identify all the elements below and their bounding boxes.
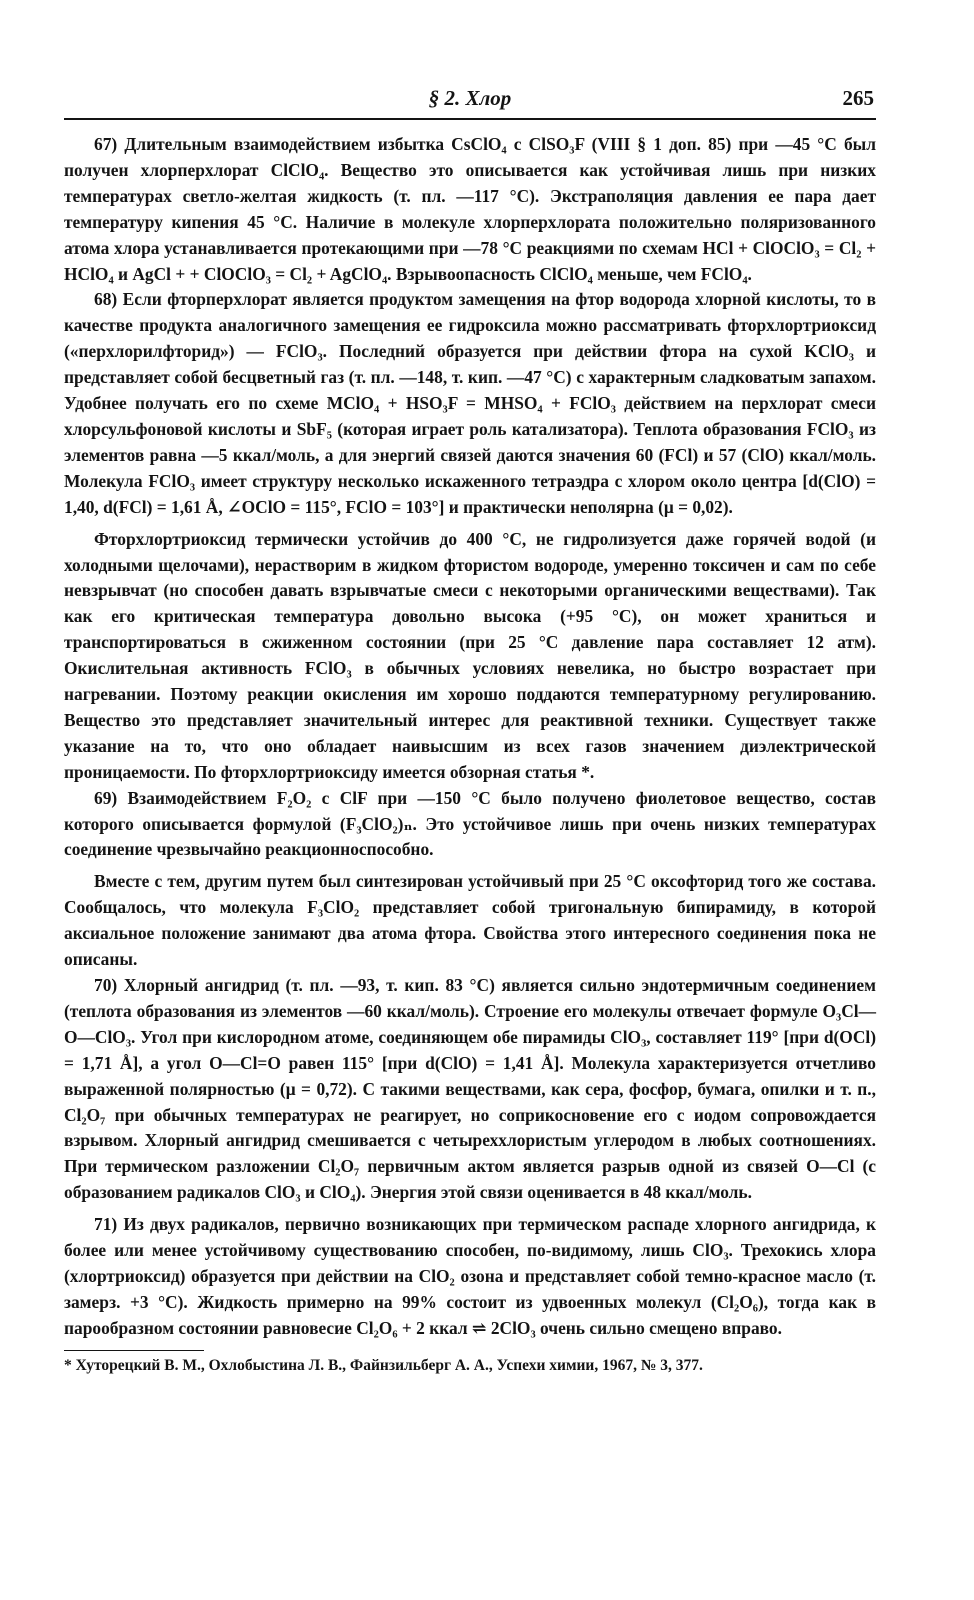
paragraph-text: Хлорный ангидрид (т. пл. —93, т. кип. 83 °C) является сильно эндотермичным соединением (теплота образования из элементов —60 ккал/моль). Строение его молекулы отвечает формуле O₃Cl—O—ClO₃. Угол при кислородном атоме, соединяющем обе пирамиды ClO₃, составляет 119° [при d(OCl) = 1,71 Å], а угол O—Cl=O равен 115° [при d(ClO) = 1,41 Å]. Молекула характеризуется отчетливо выраженной полярностью (μ = 0,72). С такими веществами, как сера, фосфор, бумага, опилки и т. п., Cl₂O₇ при обычных температурах не реагирует, но соприкосновение его с иодом сопровождается взрывом. Хлорный ангидрид смешивается с четыреххлористым углеродом в любых соотношениях. При термическом разложении Cl₂O₇ первичным актом является разрыв одной из связей O—Cl (с образованием радикалов ClO₃ и ClO₄). Энергия этой связи оценивается в 48 ккал/моль. [64, 975, 876, 1203]
note-number: 68) [94, 289, 118, 310]
book-page [64, 84, 876, 1377]
paragraph-68 [64, 287, 876, 520]
paragraph-text: Если фторперхлорат является продуктом замещения на фтор водорода хлорной кислоты, то в качестве продукта аналогичного замещения ее гидроксила можно рассматривать фторхлортриоксид («перхлорилфторид») — FClO₃. Последний образуется при действии фтора на сухой KClO₃ и представляет собой бесцветный газ (т. пл. —148, т. кип. —47 °C) с характерным сладковатым запахом. Удобнее получать его по схеме MClO₄ + HSO₃F = MHSO₄ + FClO₃ действием на перхлорат смеси хлорсульфоновой кислоты и SbF₅ (которая играет роль катализатора). Теплота образования FClO₃ из элементов равна —5 ккал/моль, а для энергий связей даются значения 60 (FCl) и 57 (ClO) ккал/моль. Молекула FClO₃ имеет структуру несколько искаженного тетраэдра с хлором около центра [d(ClO) = 1,40, d(FCl) = 1,61 Å, ∠OClO = 115°, FClO = 103°] и практически неполярна (μ = 0,02). [64, 289, 876, 517]
note-number: 69) [94, 787, 118, 808]
paragraph-71 [64, 1212, 876, 1342]
note-number: 70) [94, 975, 118, 995]
paragraph-text: Фторхлортриоксид термически устойчив до 400 °C, не гидролизуется даже горячей водой (и холодными щелочами), нерастворим в жидком фтористом водороде, умеренно токсичен и сам по себе невзрывчат (но способен давать взрывчатые смеси с некоторыми органическими веществами). Так как его критическая температура довольно высока (+95 °C), он может храниться и транспортироваться в сжиженном состоянии (при 25 °C давление пара составляет 12 атм). Окислительная активность FClO₃ в обычных условиях невелика, но быстро возрастает при нагревании. Поэтому реакции окисления им хорошо поддаются температурному регулированию. Вещество это представляет значительный интерес для реактивной техники. Существует также указание на то, что оно обладает наивысшим из всех газов значением диэлектрической проницаемости. По фторхлортриоксиду имеется обзорная статья *. [64, 528, 876, 782]
paragraph-67 [64, 132, 876, 287]
paragraph-text: Вместе с тем, другим путем был синтезирован устойчивый при 25 °C оксофторид того же состава. Сообщалось, что молекула F₃ClO₂ представляет собой тригональную бипирамиду, в которой аксиальное положение занимают два атома фтора. Свойства этого интересного соединения пока не описаны. [64, 871, 876, 970]
paragraph-70 [64, 973, 876, 1206]
paragraph-69-continued [64, 869, 876, 973]
footnote: * Хуторецкий В. М., Охлобыстина Л. В., Файнзильберг А. А., Успехи химии, 1967, № 3, 377. [64, 1356, 703, 1374]
note-number: 71) [94, 1214, 118, 1235]
paragraph-text: Длительным взаимодействием избытка CsClO₄ с ClSO₃F (VIII § 1 доп. 85) при —45 °C был получен хлорперхлорат ClClO₄. Вещество это описывается как устойчивая лишь при низких температурах светло-желтая жидкость (т. пл. —117 °C). Экстраполяция давления ее пара дает температуру кипения 45 °C. Наличие в молекуле хлорперхлората положительно поляризованного атома хлора устанавливается протекающими при —78 °C реакциями по схемам HCl + ClOClO₃ = Cl₂ + HClO₄ и AgCl + + ClOClO₃ = Cl₂ + AgClO₄. Взрывоопасность ClClO₄ меньше, чем FClO₄. [64, 134, 876, 284]
paragraph-text: Из двух радикалов, первично возникающих при термическом распаде хлорного ангидрида, к более или менее устойчивому существованию способен, по-видимому, лишь ClO₃. Трехокись хлора (хлортриоксид) образуется при действии на ClO₂ озона и представляет собой темно-красное масло (т. замерз. +3 °C). Жидкость примерно на 99% состоит из удвоенных молекул (Cl₂O₆), тогда как в парообразном состоянии равновесие Cl₂O₆ + 2 ккал ⇌ 2ClO₃ очень сильно смещено вправо. [64, 1214, 877, 1338]
page-number: 265 [842, 86, 874, 110]
footnote-divider [64, 1350, 204, 1351]
page-body [64, 132, 876, 1377]
paragraph-68-continued [64, 527, 876, 786]
note-number: 67) [94, 134, 118, 154]
section-title: § 2. Хлор [428, 86, 512, 110]
paragraph-text: Взаимодействием F₂O₂ с ClF при —150 °C было получено фиолетовое вещество, состав которого описывается формулой (F₃ClO₂)ₙ. Это устойчивое лишь при очень низких температурах соединение чрезвычайно реакционноспособно. [64, 787, 876, 860]
paragraph-69 [64, 786, 876, 864]
running-header [64, 84, 876, 120]
